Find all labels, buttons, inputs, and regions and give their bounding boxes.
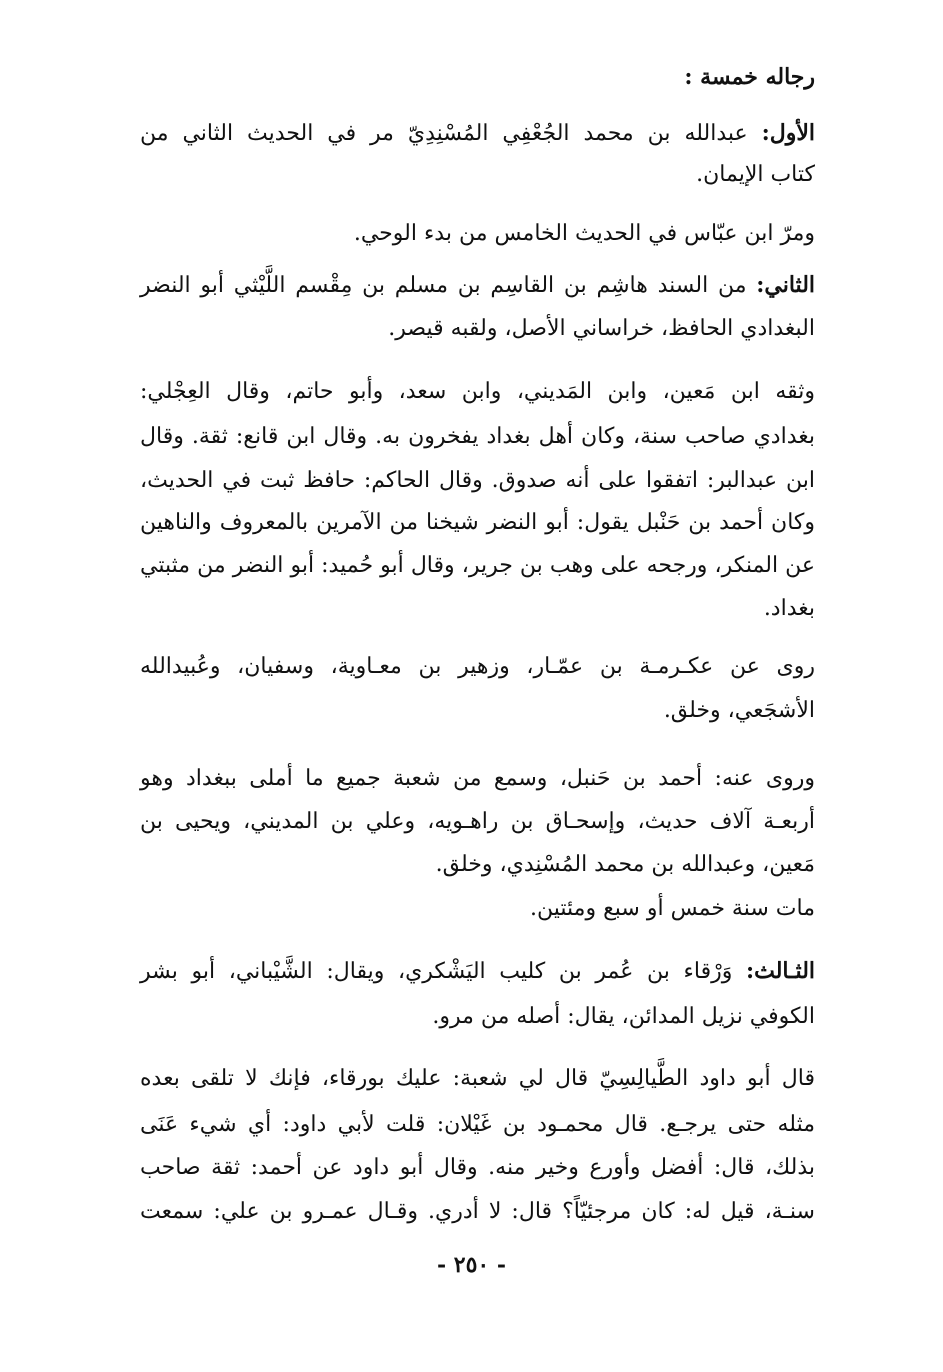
paragraph-rawa-an-line1: روى عن عكـرمـة بن عمّـار، وزهير بن معـاوية، وسفيان، وعُبيدالله [140, 654, 815, 679]
paragraph-third-line2: الكوفي نزيل المدائن، يقال: أصله من مرو. [432, 1004, 815, 1029]
label-first: الأول: [761, 120, 815, 146]
paragraph-first-line1 [140, 118, 815, 149]
paragraph-first-line2: كتاب الإيمان. [696, 162, 815, 187]
label-third: الثـالث: [745, 958, 816, 984]
text-second-line1: من السند هاشِم بن القاسِم بن مسلم بن مِقْسم اللَّيْثي أبو النضر [140, 273, 747, 298]
paragraph-tawthiq-line6: بغداد. [763, 596, 815, 621]
paragraph-second-line2: البغدادي الحافظ، خراساني الأصل، ولقبه قيصر. [388, 316, 815, 341]
paragraph-tawthiq-line4: وكان أحمد بن حَنْبل يقول: أبو النضر شيخنا من الآمرين بالمعروف والناهين [140, 510, 815, 535]
paragraph-tawthiq-line1: وثقه ابن مَعين، وابن المَديني، وابن سعد، وأبو حاتم، وقال العِجْلي: [140, 379, 815, 404]
paragraph-ibn-abbas: ومرّ ابن عبّاس في الحديث الخامس من بدء الوحي. [353, 221, 815, 246]
text-first-line1: عبدالله بن محمد الجُعْفِي المُسْنِدِيّ مر في الحديث الثاني من [140, 121, 748, 146]
paragraph-tayalisi-line2: مثله حتى يرجـع. قال محمـود بن غَيْلان: قلت لأبي داود: أي شيء عَنَى [140, 1112, 815, 1137]
paragraph-rawa-anhu-line2: أربعـة آلاف حديث، وإسحـاق بن راهـويه، وعلي بن المديني، ويحيى بن [140, 809, 815, 834]
paragraph-tayalisi-line4: سنـة، قيل له: كان مرجئيّاً؟ قال: لا أدري. وقـال عمـرو بن علي: سمعت [140, 1199, 815, 1224]
paragraph-death: مات سنة خمس أو سبع ومئتين. [530, 896, 815, 921]
text-third-line1: وَرْقاء بن عُمر بن كليب اليَشْكري، ويقال: الشَّيْباني، أبو بشر [140, 959, 733, 984]
paragraph-tayalisi-line1: قال أبو داود الطَّيالِسِيّ قال لي شعبة: عليك بورقاء، فإنك لا تلقى بعده [140, 1066, 815, 1091]
label-second: الثاني: [756, 272, 816, 298]
paragraph-second-line1 [140, 270, 815, 301]
paragraph-tawthiq-line5: عن المنكر، ورجحه على وهب بن جرير، وقال أبو حُميد: أبو النضر من مثبتي [140, 553, 816, 578]
paragraph-tayalisi-line3: بذلك، قال: أفضل وأورع وخير منه. وقال أبو داود عن أحمد: ثقة صاحب [140, 1155, 815, 1180]
paragraph-tawthiq-line2: بغدادي صاحب سنة، وكان أهل بغداد يفخرون به. وقال ابن قانع: ثقة. وقال [140, 424, 815, 449]
paragraph-rawa-anhu-line3: مَعين، وعبدالله بن محمد المُسْنِدي، وخلق. [435, 852, 815, 877]
paragraph-third-line1 [140, 956, 815, 987]
paragraph-rawa-anhu-line1: وروى عنه: أحمد بن حَنبل، وسمع من شعبة جميع ما أملى ببغداد وهو [140, 766, 815, 791]
page-number: - ٢٥٠ - [436, 1252, 507, 1278]
section-heading: رجاله خمسة : [684, 64, 815, 90]
paragraph-tawthiq-line3: ابن عبدالبر: اتفقوا على أنه صدوق. وقال الحاكم: حافظ ثبت في الحديث، [140, 468, 815, 493]
paragraph-rawa-an-line2: الأشجَعي، وخلق. [663, 698, 815, 723]
